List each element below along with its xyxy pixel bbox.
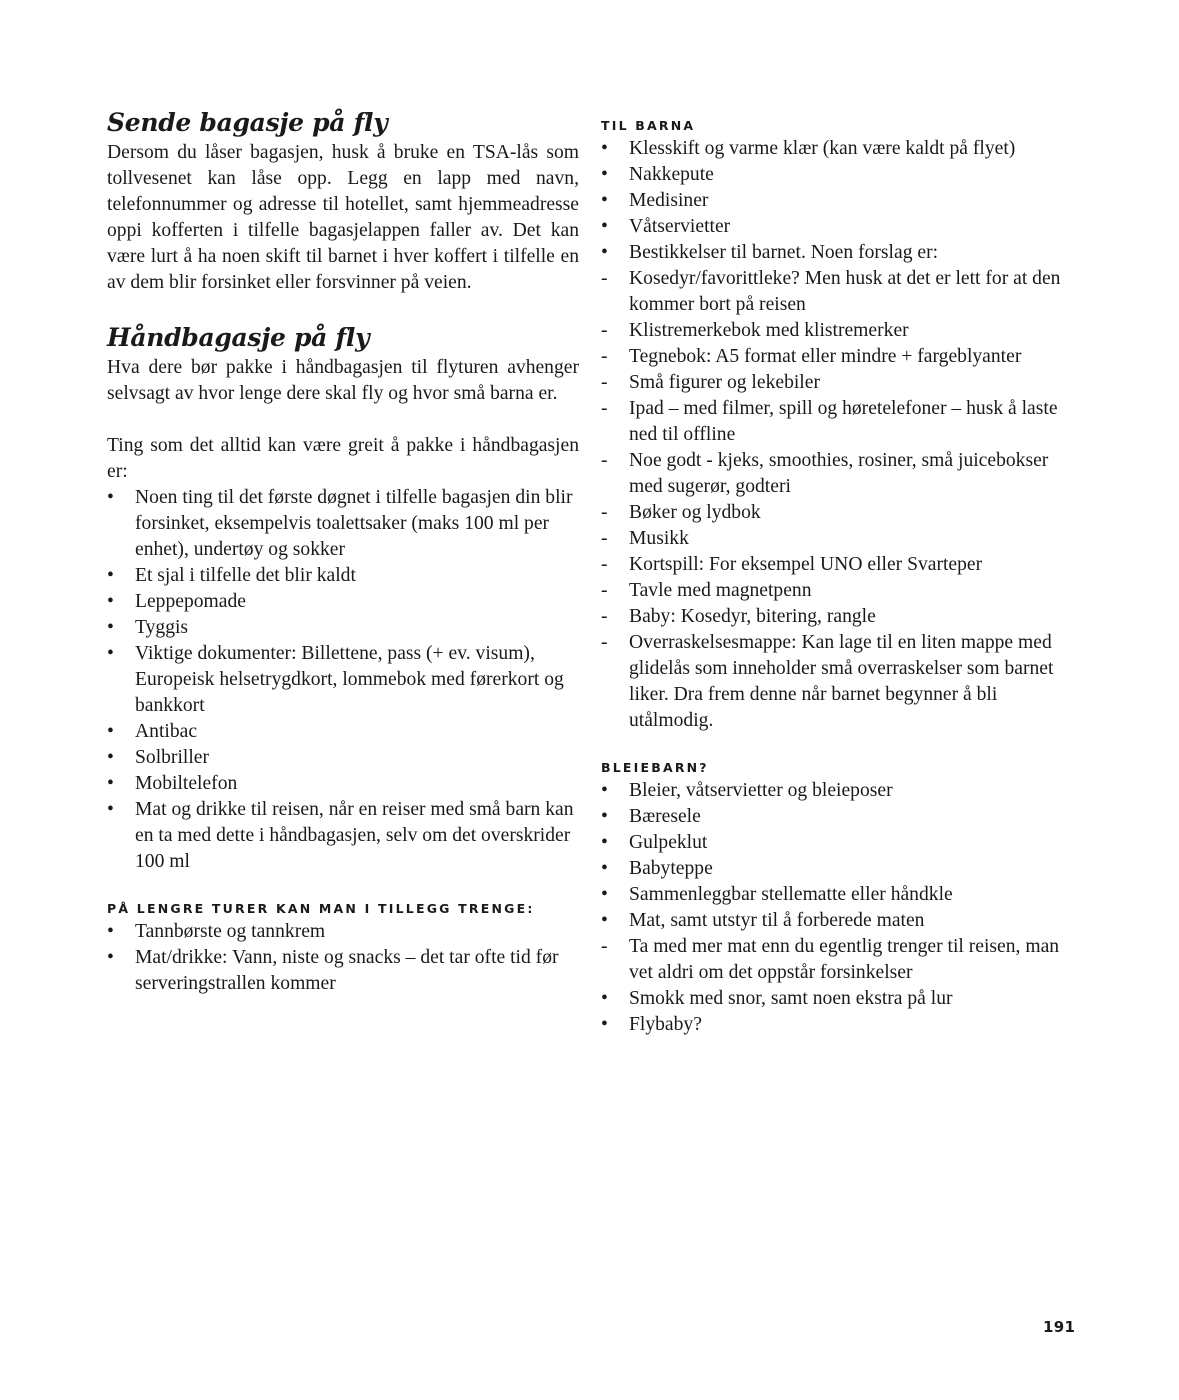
dash-marker-icon: - (601, 320, 608, 341)
list-item-text: Kosedyr/favorittleke? Men husk at det er lett for at den kommer bort på reisen (629, 268, 1061, 315)
list-item-text: Sammenleggbar stellematte eller håndkle (629, 884, 953, 905)
bullet-icon: • (601, 780, 608, 801)
bullet-icon: • (107, 617, 114, 638)
bullet-icon: • (107, 747, 114, 768)
list-item-text: Antibac (135, 721, 198, 742)
list-item (601, 214, 1081, 240)
list-item (601, 630, 1081, 734)
list-item (107, 771, 579, 797)
list-item (601, 136, 1081, 162)
list-item-text: Baby: Kosedyr, bitering, rangle (629, 606, 876, 627)
dash-marker-icon: - (601, 936, 608, 957)
list-item-text: Mobiltelefon (135, 773, 238, 794)
hand-luggage-list (107, 485, 579, 875)
list-item (601, 778, 1081, 804)
bullet-icon: • (107, 487, 114, 508)
for-kids-list (601, 136, 1081, 734)
list-item-text: Våtservietter (629, 216, 731, 237)
list-item-text: Et sjal i tilfelle det blir kaldt (135, 565, 356, 586)
list-item (601, 240, 1081, 266)
bullet-icon: • (601, 832, 608, 853)
list-item (601, 578, 1081, 604)
bullet-icon: • (601, 910, 608, 931)
list-item-text: Noen ting til det første døgnet i tilfelle bagasjen din blir forsinket, eksempelvis toalettsaker (maks 100 ml per enhet), undertøy og sokker (135, 487, 573, 560)
list-item (601, 986, 1081, 1012)
bullet-icon: • (601, 806, 608, 827)
list-item-text: Tannbørste og tannkrem (135, 921, 326, 942)
list-item-text: Gulpeklut (629, 832, 708, 853)
right-column (601, 116, 1081, 1038)
bullet-icon: • (107, 565, 114, 586)
list-item (601, 830, 1081, 856)
bullet-icon: • (601, 1014, 608, 1035)
bullet-icon: • (601, 858, 608, 879)
list-item (601, 448, 1081, 500)
bullet-icon: • (107, 799, 114, 820)
list-item (601, 344, 1081, 370)
bullet-icon: • (601, 138, 608, 159)
list-item (107, 745, 579, 771)
list-item (107, 589, 579, 615)
dash-marker-icon: - (601, 398, 608, 419)
section-heading-checked-baggage: Sende bagasje på fly (107, 108, 388, 137)
list-item-text: Kortspill: For eksempel UNO eller Svarteper (629, 554, 983, 575)
list-item (107, 797, 579, 875)
list-item-text: Nakkepute (629, 164, 714, 185)
bullet-icon: • (601, 190, 608, 211)
dash-marker-icon: - (601, 450, 608, 471)
diaper-kids-subheading: BLEIEBARN? (601, 760, 709, 775)
list-item-text: Klesskift og varme klær (kan være kaldt på flyet) (629, 138, 1016, 159)
dash-marker-icon: - (601, 580, 608, 601)
list-item (601, 804, 1081, 830)
list-item (601, 318, 1081, 344)
list-item-text: Musikk (629, 528, 689, 549)
dash-marker-icon: - (601, 502, 608, 523)
list-item-text: Bestikkelser til barnet. Noen forslag er: (629, 242, 939, 263)
list-item-text: Ta med mer mat enn du egentlig trenger til reisen, man vet aldri om det oppstår forsinkelser (629, 936, 1060, 983)
list-item (107, 919, 579, 945)
list-item-text: Solbriller (135, 747, 210, 768)
bullet-icon: • (107, 773, 114, 794)
list-item-text: Viktige dokumenter: Billettene, pass (+ ev. visum), Europeisk helsetrygdkort, lommebok med førerkort og bankkort (135, 643, 564, 716)
bullet-icon: • (107, 591, 114, 612)
bullet-icon: • (107, 643, 114, 664)
bullet-icon: • (107, 921, 114, 942)
dash-marker-icon: - (601, 632, 608, 653)
list-item-text: Mat, samt utstyr til å forberede maten (629, 910, 925, 931)
list-item (601, 882, 1081, 908)
list-item-text: Overraskelsesmappe: Kan lage til en liten mappe med glidelås som inneholder små overraskelser som barnet liker. Dra frem denne når barnet begynner å bli utålmodig. (629, 632, 1054, 731)
list-item (107, 719, 579, 745)
list-item-text: Tyggis (135, 617, 189, 638)
bullet-icon: • (107, 947, 114, 968)
list-item (107, 485, 579, 563)
list-item (601, 188, 1081, 214)
longer-trips-list (107, 919, 579, 997)
checked-baggage-paragraph: Dersom du låser bagasjen, husk å bruke en TSA-lås som tollvesenet kan låse opp. Legg en lapp med navn, telefonnummer og adresse til hotellet, samt hjemmeadresse oppi kofferten i tilfelle bagasjelappen faller av. Det kan være lurt å ha noen skift til barnet i hver koffert i tilfelle en av dem blir forsinket eller forsvinner på veien. (107, 142, 579, 293)
list-item (107, 641, 579, 719)
bullet-icon: • (601, 884, 608, 905)
dash-marker-icon: - (601, 346, 608, 367)
list-item (601, 1012, 1081, 1038)
bullet-icon: • (601, 164, 608, 185)
list-item-text: Medisiner (629, 190, 709, 211)
list-item-text: Små figurer og lekebiler (629, 372, 820, 393)
list-item-text: Mat/drikke: Vann, niste og snacks – det tar ofte tid før serveringstrallen kommer (135, 947, 559, 994)
list-item (601, 500, 1081, 526)
list-item (601, 526, 1081, 552)
list-item (601, 266, 1081, 318)
diaper-kids-list (601, 778, 1081, 1038)
list-item (601, 370, 1081, 396)
list-item-text: Bæresele (629, 806, 701, 827)
hand-luggage-intro: Ting som det alltid kan være greit å pakke i håndbagasjen er: (107, 435, 579, 482)
left-column (107, 106, 579, 997)
list-item (107, 615, 579, 641)
list-item-text: Tegnebok: A5 format eller mindre + fargeblyanter (629, 346, 1022, 367)
list-item-text: Babyteppe (629, 858, 713, 879)
dash-marker-icon: - (601, 606, 608, 627)
section-heading-hand-luggage: Håndbagasje på fly (107, 323, 370, 352)
longer-trips-subheading: PÅ LENGRE TURER KAN MAN I TILLEGG TRENGE: (107, 901, 535, 916)
bullet-icon: • (107, 721, 114, 742)
list-item-text: Ipad – med filmer, spill og høretelefoner – husk å laste ned til offline (629, 398, 1058, 445)
for-kids-subheading: TIL BARNA (601, 118, 696, 133)
list-item-text: Flybaby? (629, 1014, 702, 1035)
bullet-icon: • (601, 242, 608, 263)
list-item (107, 945, 579, 997)
bullet-icon: • (601, 988, 608, 1009)
list-item-text: Leppepomade (135, 591, 246, 612)
list-item-text: Mat og drikke til reisen, når en reiser med små barn kan en ta med dette i håndbagasjen, selv om det overskrider 100 ml (135, 799, 574, 872)
dash-marker-icon: - (601, 528, 608, 549)
list-item (601, 856, 1081, 882)
list-item (107, 563, 579, 589)
list-item-text: Tavle med magnetpenn (629, 580, 812, 601)
list-item (601, 162, 1081, 188)
list-item (601, 604, 1081, 630)
list-item-text: Noe godt - kjeks, smoothies, rosiner, små juicebokser med sugerør, godteri (629, 450, 1049, 497)
list-item (601, 934, 1081, 986)
dash-marker-icon: - (601, 554, 608, 575)
list-item-text: Bøker og lydbok (629, 502, 761, 523)
list-item-text: Smokk med snor, samt noen ekstra på lur (629, 988, 953, 1009)
list-item-text: Bleier, våtservietter og bleieposer (629, 780, 893, 801)
list-item (601, 396, 1081, 448)
page-number: 191 (1043, 1318, 1076, 1336)
list-item-text: Klistremerkebok med klistremerker (629, 320, 909, 341)
list-item (601, 552, 1081, 578)
dash-marker-icon: - (601, 268, 608, 289)
bullet-icon: • (601, 216, 608, 237)
dash-marker-icon: - (601, 372, 608, 393)
hand-luggage-paragraph: Hva dere bør pakke i håndbagasjen til flyturen avhenger selvsagt av hvor lenge dere skal fly og hvor små barna er. (107, 357, 579, 404)
list-item (601, 908, 1081, 934)
